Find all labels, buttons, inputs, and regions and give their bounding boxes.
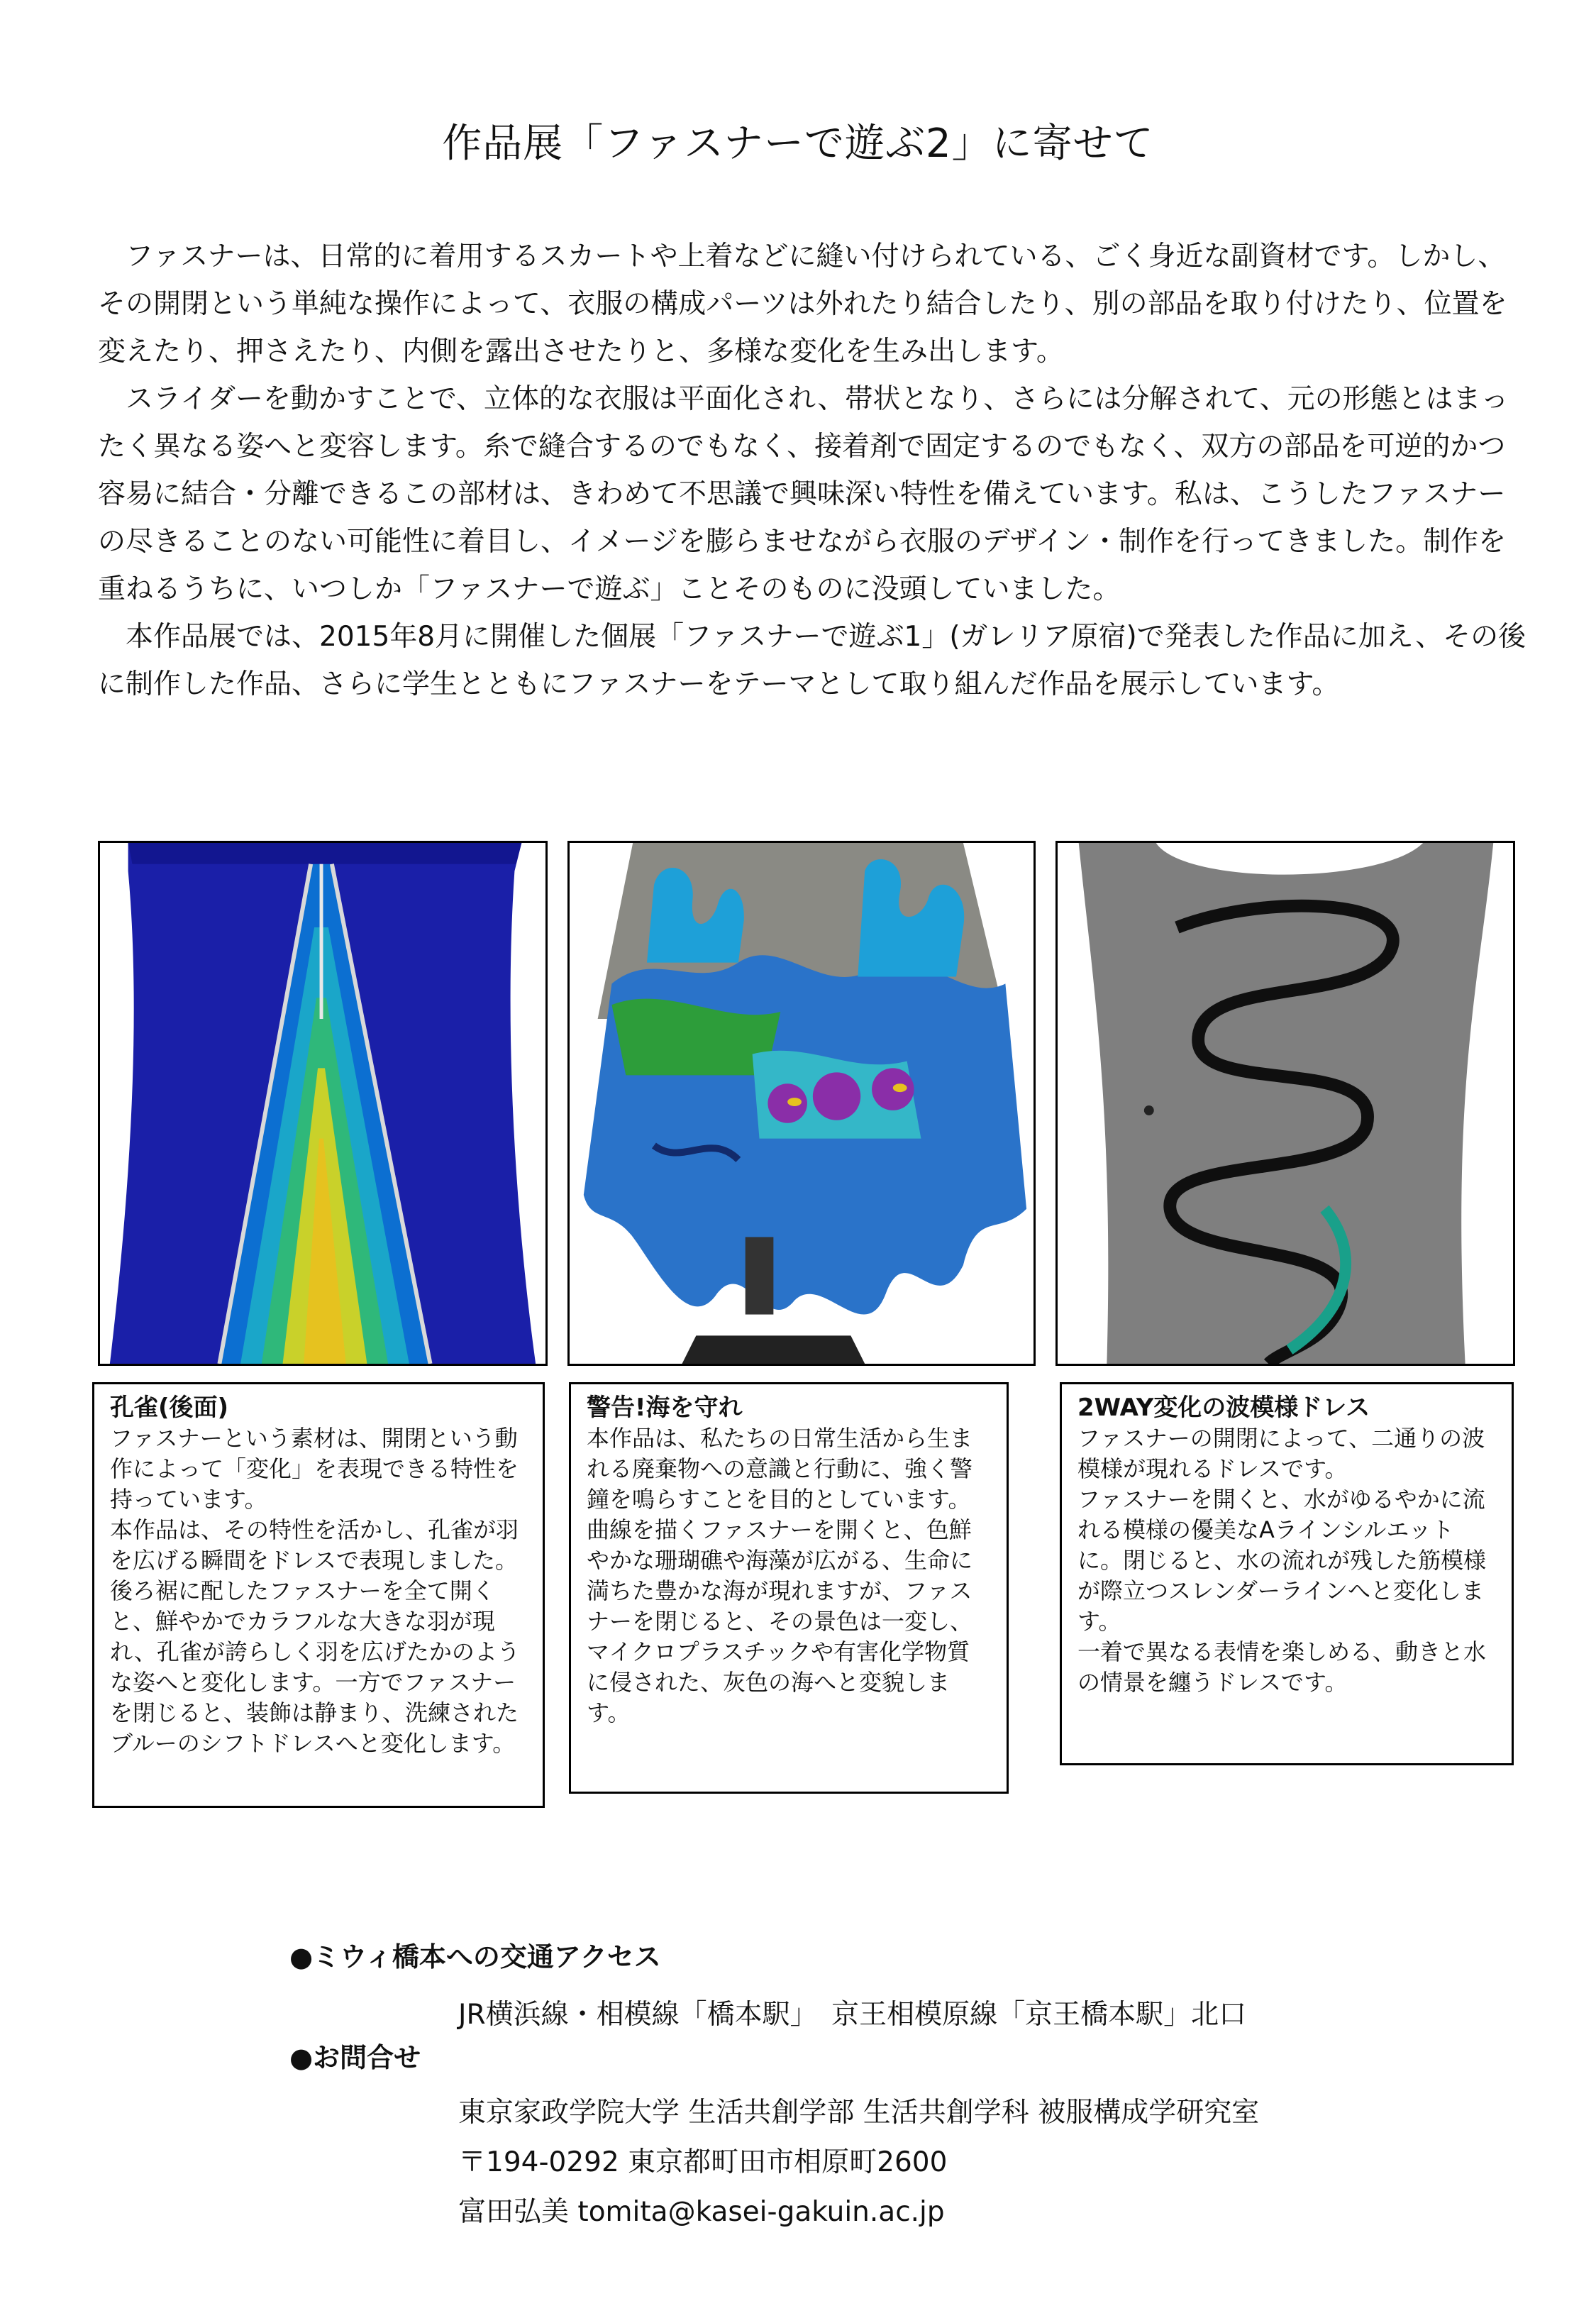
caption-title: 孔雀(後面) — [110, 1394, 229, 1422]
photo-peacock-dress — [98, 841, 548, 1366]
access-route: JR横浜線・相模線「橋本駅」 京王相模原線「京王橋本駅」北口 — [458, 1999, 1247, 2031]
intro-paragraph: 本作品展では、2015年8月に開催した個展「ファスナーで遊ぶ1」(ガレリア原宿)で発表した作品に加え、その後に制作した作品、さらに学生とともにファスナーをテーマとして取り組んだ作品を展示しています。 — [98, 621, 1526, 700]
intro-paragraph: スライダーを動かすことで、立体的な衣服は平面化され、帯状となり、さらには分解されて、元の形態とはまったく異なる姿へと変容します。糸で縫合するのでもなく、接着剤で固定するのでもなく、双方の部品を可逆的かつ容易に結合・分離できるこの部材は、きわめて不思議で興味深い特性を備えています。私は、こうしたファスナーの尽きることのない可能性に着目し、イメージを膨らませながら衣服のデザイン・制作を行ってきました。制作を重ねるうちに、いつしか「ファスナーで遊ぶ」ことそのものに没頭していました。 — [98, 383, 1509, 605]
caption-wave — [1060, 1382, 1514, 1765]
caption-title: 警告!海を守れ — [587, 1394, 743, 1422]
caption-peacock — [92, 1382, 545, 1808]
intro-text — [98, 233, 1531, 708]
caption-body: ファスナーという素材は、開閉という動作によって「変化」を表現できる特性を持っています。 本作品は、その特性を活かし、孔雀が羽を広げる瞬間をドレスで表現しました。後ろ裾に配したファスナーを全て開くと、鮮やかでカラフルな大きな羽が現れ、孔雀が誇らしく羽を広げたかのような姿へと変化します。一方でファスナーを閉じると、装飾は静まり、洗練されたブルーのシフトドレスへと変化します。 — [110, 1425, 520, 1757]
intro-paragraph: ファスナーは、日常的に着用するスカートや上着などに縫い付けられている、ごく身近な副資材です。しかし、その開閉という単純な操作によって、衣服の構成パーツは外れたり結合したり、別の部品を取り付けたり、位置を変えたり、押さえたり、内側を露出させたりと、多様な変化を生み出します。 — [98, 241, 1507, 368]
contact-address: 〒194-0292 東京都町田市相原町2600 — [458, 2146, 948, 2178]
caption-title: 2WAY変化の波模様ドレス — [1077, 1394, 1370, 1422]
contact-person-email[interactable]: 富田弘美 tomita@kasei-gakuin.ac.jp — [458, 2196, 945, 2228]
access-heading: ●ミウィ橋本への交通アクセス — [289, 1941, 661, 1973]
photo-wave-dress — [1055, 841, 1515, 1366]
access-info — [289, 1936, 1259, 2234]
caption-body: 本作品は、私たちの日常生活から生まれる廃棄物への意識と行動に、強く警鐘を鳴らすことを目的としています。 曲線を描くファスナーを開くと、色鮮やかな珊瑚礁や海藻が広がる、生命に満ちた豊かな海が現れますが、ファスナーを閉じると、その景色は一変し、マイクロプラスチックや有害化学物質に侵された、灰色の海へと変貌します。 — [587, 1425, 973, 1726]
contact-organization: 東京家政学院大学 生活共創学部 生活共創学科 被服構成学研究室 — [458, 2097, 1260, 2129]
caption-sea — [569, 1382, 1009, 1794]
photo-sea-dress — [567, 841, 1036, 1366]
caption-body: ファスナーの開閉によって、二通りの波模様が現れるドレスです。 ファスナーを開くと、水がゆるやかに流れる模様の優美なAラインシルエットに。閉じると、水の流れが残した筋模様が際立つスレンダーラインへと変化します。 一着で異なる表情を楽しめる、動きと水の情景を纏うドレスです。 — [1077, 1425, 1487, 1696]
page-title: 作品展「ファスナーで遊ぶ2」に寄せて — [442, 121, 1154, 167]
contact-heading: ●お問合せ — [289, 2042, 421, 2073]
